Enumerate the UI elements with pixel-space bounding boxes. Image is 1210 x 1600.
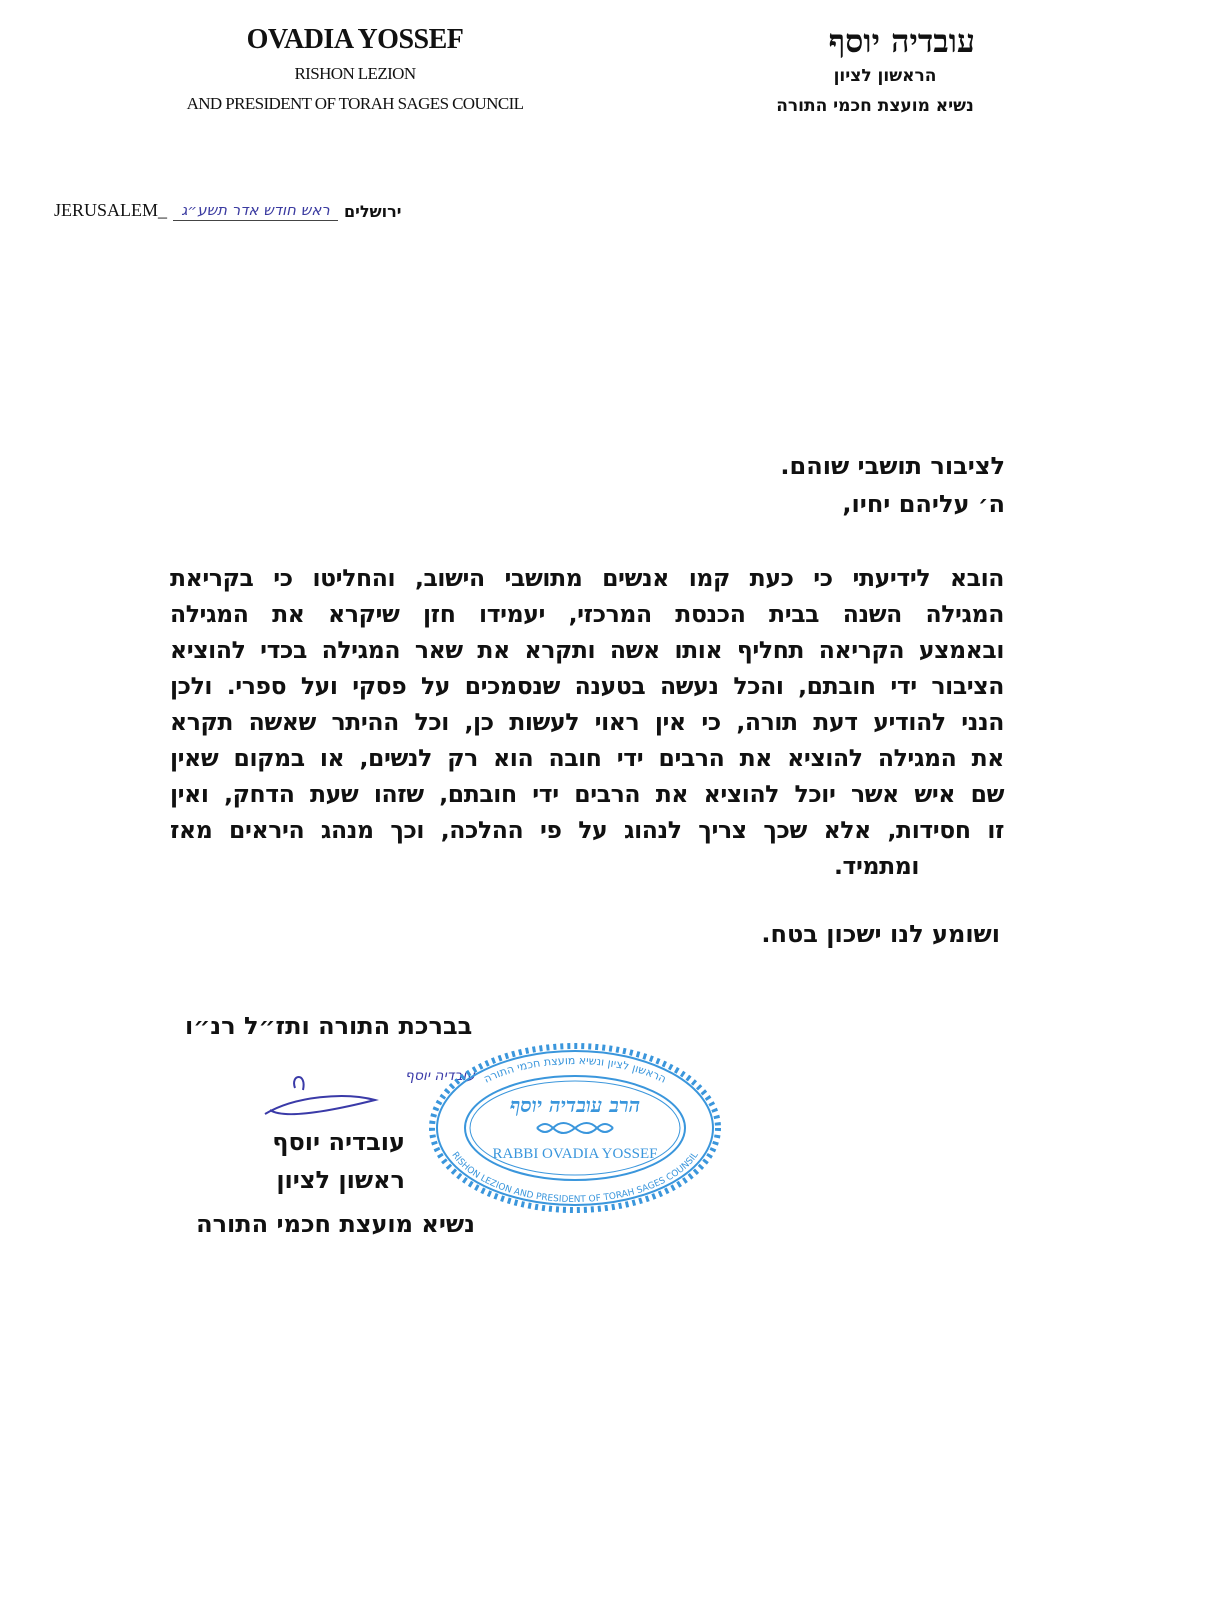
stamp-center-english: RABBI OVADIA YOSSEF: [492, 1146, 658, 1162]
body-line: ובאמצע הקריאה תחליף אותו אשה ותקרא את שאר המגילה בכדי להוציא: [170, 636, 1004, 664]
letter-body: [170, 560, 1004, 884]
letterhead-hebrew-subtitle: נשיא מועצת חכמי התורה: [776, 96, 974, 116]
letterhead-english-name: OVADIA YOSSEF: [246, 24, 464, 55]
letterhead-hebrew-title: הראשון לציון: [833, 66, 937, 86]
body-line: ומתמיד.: [834, 852, 919, 880]
body-line: הנני להודיע דעת תורה, כי אין ראוי לעשות כן, וכל ההיתר שאשה תקרא: [170, 708, 1004, 736]
handwritten-date: ראש חודש אדר תשע״ג: [173, 201, 338, 221]
signatory-name: עובדיה יוסף: [272, 1128, 405, 1156]
body-line: הובא לידיעתי כי כעת קמו אנשים מתושבי הישוב, והחליטו כי בקריאת: [170, 564, 1004, 592]
body-line: המגילה השנה בבית הכנסת המרכזי, יעמידו חזן שיקרא את המגילה: [170, 600, 1004, 628]
letterhead-hebrew-name: עובדיה יוסף: [828, 22, 975, 60]
greeting-line-1: לציבור תושבי שוהם.: [780, 452, 1005, 480]
stamp-ornament-icon: [537, 1123, 613, 1133]
signature-text: עובדיה יוסף: [405, 1068, 476, 1084]
letterhead-english-subtitle: AND PRESIDENT OF TORAH SAGES COUNCIL: [186, 94, 524, 113]
body-line: את המגילה להוציא את הרבים ידי חובה הוא רק לנשים, או במקום שאין: [170, 744, 1004, 772]
stamp-center-hebrew: הרב עובדיה יוסף: [509, 1093, 641, 1117]
closing-line: ושומע לנו ישכון בטח.: [761, 920, 1000, 948]
city-hebrew: ירושלים: [344, 202, 402, 221]
stamp-outer-english: RISHON LEZION AND PRESIDENT OF TORAH SAGES COUNSIL: [449, 1150, 701, 1206]
signatory-title: ראשון לציון: [276, 1166, 405, 1194]
body-line: שם איש אשר יוכל להוציא את הרבים ידי חובתם, שזהו שעת הדחק, ואין: [170, 780, 1004, 808]
body-line: זו חסידות, אלא שכך צריך לנהוג על פי ההלכה, וכך מנהג היראים מאז: [170, 816, 1004, 844]
body-line: הציבור ידי חובתם, והכל נעשה בטענה שנסמכים על פסקי ועל ספרי. ולכן: [170, 672, 1004, 700]
signatory-subtitle: נשיא מועצת חכמי התורה: [196, 1210, 475, 1238]
official-stamp: [425, 1040, 725, 1215]
dateline: [54, 200, 402, 221]
letterhead-english-title: RISHON LEZION: [294, 64, 416, 83]
greeting-line-2: ה׳ עליהם יחיו,: [842, 490, 1005, 518]
stamp-outer-hebrew: הראשון לציון ונשיא מועצת חכמי התורה: [481, 1053, 669, 1086]
blessing-line: בברכת התורה ותז״ל רנ״ו: [185, 1012, 473, 1040]
city-english: JERUSALEM_: [54, 200, 168, 220]
handwritten-signature: [255, 1062, 476, 1124]
